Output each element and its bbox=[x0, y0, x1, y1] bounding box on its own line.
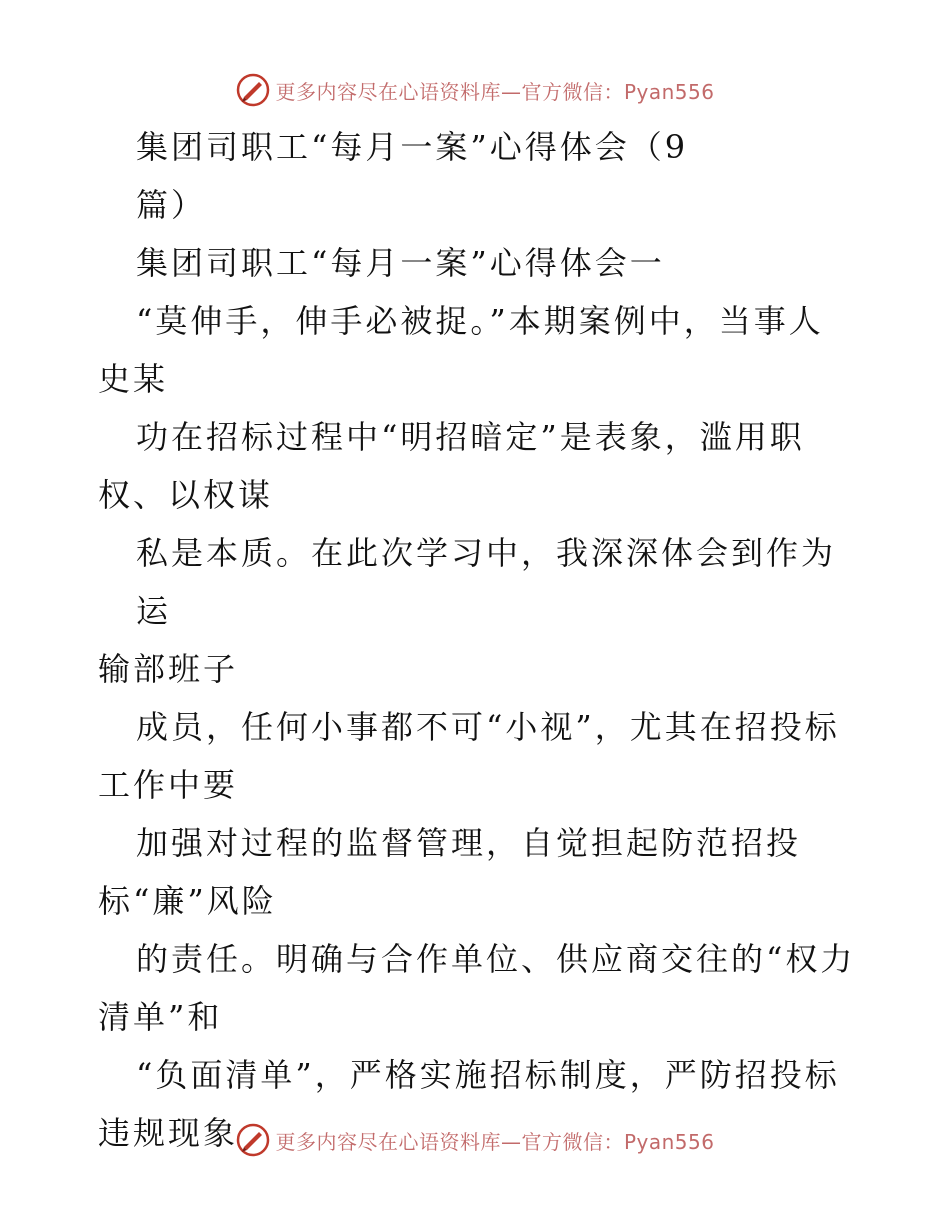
document-line: 私是本质。在此次学习中，我深深体会到作为运 bbox=[136, 534, 837, 630]
document-line: 违规现象 bbox=[98, 1114, 239, 1152]
document-line: 史某 bbox=[98, 360, 169, 398]
document-line: 加强对过程的监督管理，自觉担起防范招投 bbox=[136, 824, 802, 862]
pen-logo-icon bbox=[235, 1122, 271, 1158]
document-line: 清单”和 bbox=[98, 998, 223, 1036]
document-line: 功在招标过程中“明招暗定”是表象，滥用职 bbox=[136, 418, 805, 456]
header-banner-text: 更多内容尽在心语资料库—官方微信：Pyan556 bbox=[275, 79, 715, 104]
document-line: 集团司职工“每月一案”心得体会一 bbox=[136, 244, 665, 282]
document-line: 权、以权谋 bbox=[98, 476, 274, 514]
footer-banner bbox=[0, 1120, 950, 1160]
header-banner bbox=[0, 70, 950, 110]
document-line: 集团司职工“每月一案”心得体会（9 bbox=[136, 128, 689, 166]
document-line: 标“廉”风险 bbox=[98, 882, 277, 920]
footer-banner-text: 更多内容尽在心语资料库—官方微信：Pyan556 bbox=[275, 1129, 715, 1154]
document-line: “莫伸手，伸手必被捉。”本期案例中，当事人 bbox=[136, 302, 824, 340]
document-line: 成员，任何小事都不可“小视”，尤其在招投标 bbox=[136, 708, 840, 746]
document-line: “负面清单”，严格实施招标制度，严防招投标 bbox=[136, 1056, 840, 1094]
document-line: 篇） bbox=[136, 186, 207, 224]
document-line: 工作中要 bbox=[98, 766, 239, 804]
pen-logo-icon bbox=[235, 72, 271, 108]
document-line: 输部班子 bbox=[98, 650, 239, 688]
document-body bbox=[98, 118, 868, 1162]
document-line: 的责任。明确与合作单位、供应商交往的“权力 bbox=[136, 940, 856, 978]
